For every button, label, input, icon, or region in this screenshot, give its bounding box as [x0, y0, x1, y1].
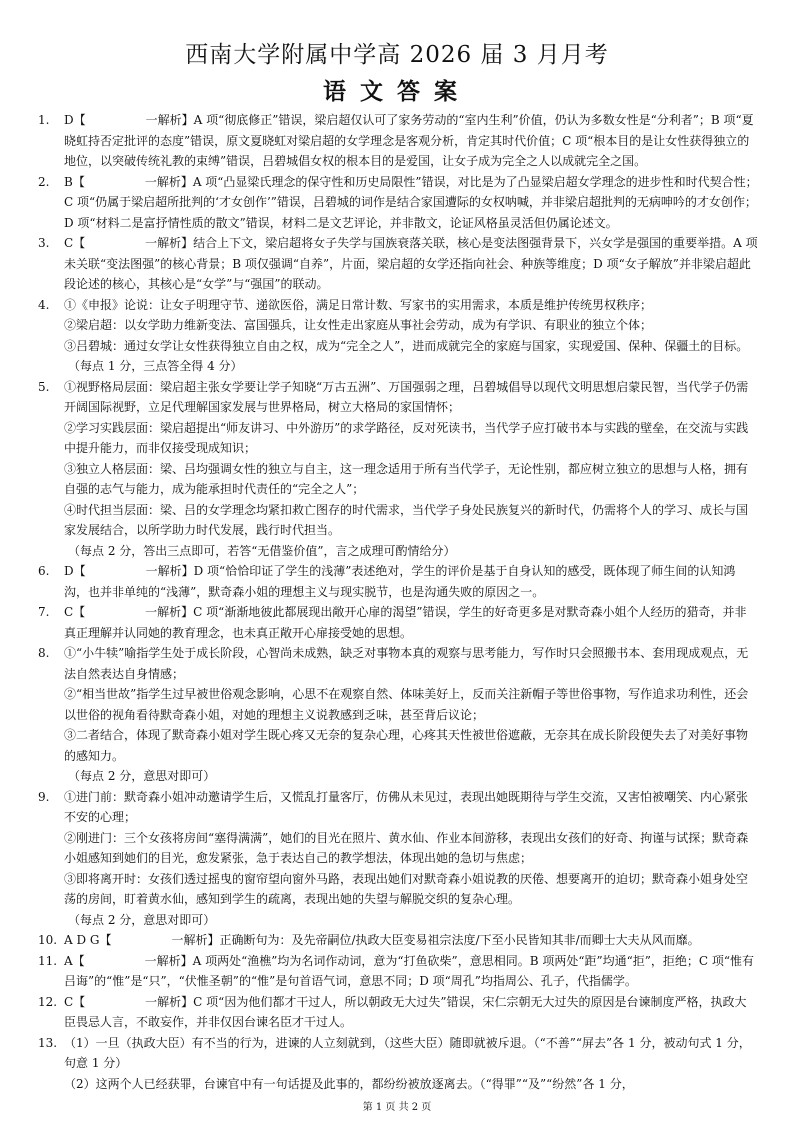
- answer-paragraph: ③吕碧城：通过女学让女性获得独立自由之权，成为“完全之人”，进而成就完全的家庭与国家，实现爱国、保种、保疆土的目标。: [64, 338, 749, 353]
- answer-paragraph: ③即将离开时：女孩们透过摇曳的窗帘望向窗外马路，表现出她们对默奇森小姐说教的厌倦、想要离开的迫切；默奇森小姐身处空荡的房间，盯着黄水仙，感知到学生的疏离，表现出她的失望与解脱交织的复杂心理。: [64, 871, 749, 906]
- answer-item: [38, 295, 758, 377]
- scoring-note: （每点 2 分，答出三点即可，若答“无借鉴价值”，言之成理可酌情给分）: [68, 543, 456, 558]
- page-number: 第 1 页 共 2 页: [362, 1102, 432, 1113]
- answer-number: 11.: [38, 953, 58, 968]
- answer-paragraph: D【 一解析】D 项“恰恰印证了学生的浅薄”表述绝对，学生的评价是基于自身认知的感受，既体现了师生间的认知鸿沟，也并非单纯的“浅薄”，默奇森小姐的理想主义与现实脱节，也是沟通失败的原因之一。: [64, 564, 736, 599]
- answer-number: 10.: [38, 933, 58, 947]
- scoring-note: （每点 1 分，三点答全得 4 分）: [68, 359, 243, 373]
- answer-item: [38, 787, 758, 931]
- answer-number: 12.: [38, 994, 58, 1009]
- answer-item: [38, 643, 758, 787]
- answer-paragraph: ②“相当世故”指学生过早被世俗观念影响，心思不在观察自然、体味美好上，反而关注新帽子等世俗事物，写作追求功利性，还会以世俗的视角看待默奇森小姐，对她的理想主义说教感到乏味，甚至背后议论；: [64, 687, 749, 722]
- answer-list: [38, 110, 758, 1094]
- answer-item: [38, 561, 758, 602]
- answer-paragraph: ③二者结合，体现了默奇森小姐对学生既心疼又无奈的复杂心理，心疼其天性被世俗遮蔽，无奈其在成长阶段便失去了对美好事物的感知力。: [64, 728, 749, 763]
- answer-paragraph: ①《申报》论说：让女子明理守节、递欲医俗，满足日常计数、写家书的实用需求，本质是维护传统男权秩序；: [64, 297, 653, 312]
- answer-paragraph: C【 一解析】C 项“渐渐地彼此都展现出敞开心扉的渴望”错误，学生的好奇更多是对默奇森小姐个人经历的猎奇，并非真正理解并认同她的教育理念，也未真正敞开心扉接受她的思想。: [64, 605, 747, 640]
- page-title: 西南大学附属中学高 2026 届 3 月月考: [185, 42, 609, 68]
- scoring-note: （每点 2 分，意思对即可）: [68, 912, 216, 927]
- answer-paragraph: A【 一解析】A 项两处“渔樵”均为名词作动词，意为“打鱼砍柴”，意思相同。B 项两处“距”均通“拒”，拒绝；C 项“惟有吕诲”的“惟”是“只”，“伏惟圣朝”的“惟”是句首语气词，意思不同；D 项“周孔”均指周公、孔子，代指儒学。: [64, 953, 754, 988]
- scoring-note: （每点 2 分，意思对即可）: [68, 769, 216, 783]
- answer-paragraph: ②学习实践层面：梁启超提出“师友讲习、中外游历”的求学路径，反对死读书，当代学子应打破书本与实践的壁垒，在交流与实践中提升能力，而非仅接受现成知识；: [64, 420, 749, 455]
- answer-item: [38, 951, 758, 992]
- answer-item: [38, 377, 758, 562]
- answer-paragraph: ①视野格局层面：梁启超主张女学要让学子知晓“万古五洲”、万国强弱之理，吕碧城倡导以现代文明思想启蒙民智，当代学子仍需开阔国际视野，立足代理解国家发展与世界格局，树立大格局的家国情怀；: [64, 379, 749, 414]
- answer-number: 4.: [38, 297, 50, 312]
- answer-paragraph: D【 一解析】A 项“彻底修正”错误，梁启超仅认可了家务劳动的“室内生利”价值，仍认为多数女性是“分利者”；B 项“夏晓虹持否定批评的态度”错误，原文夏晓虹对梁启超的女学理念是客观分析，肯定其时代价值；C 项“根本目的是让女性获得独立的地位，以突破传统礼教的束缚”错误，吕碧城倡女权的根本目的是爱国，让女子成为完全之人以成就完全之国。: [64, 113, 754, 168]
- answer-item: [38, 233, 758, 295]
- answer-paragraph: A D G【 一解析】正确断句为：及先帝嗣位/执政大臣变易祖宗法度/下至小民皆知其非/而卿士大夫从风而靡。: [64, 933, 700, 947]
- answer-paragraph: （2）这两个人已经获罪，台谏官中有一句话提及此事的，都纷纷被放逐离去。（“得罪”“及”“纷然”各 1 分，: [64, 1076, 634, 1091]
- answer-number: 2.: [38, 174, 50, 189]
- answer-item: [38, 992, 758, 1033]
- answer-item: [38, 172, 758, 234]
- answer-paragraph: （1）一旦（执政大臣）有不当的行为，进谏的人立刻就到，（这些大臣）随即就被斥退。（“不善”“屏去”各 1 分，被动句式 1 分，句意 1 分）: [64, 1035, 751, 1070]
- answer-paragraph: ②梁启超：以女学助力维新变法、富国强兵，让女性走出家庭从事社会劳动，成为有学识、有职业的独立个体；: [64, 318, 653, 332]
- answer-item: [38, 110, 758, 172]
- answer-paragraph: C【 一解析】结合上下文，梁启超将女子失学与国族衰落关联，核心是变法图强背景下，兴女学是强国的重要举措。A 项未关联“变法图强”的核心背景；B 项仅强调“自养”，片面，梁启超的女学还指向社会、种族等维度；D 项“女子解放”并非梁启超此段论述的核心，其核心是“女学”与“强国”的联动。: [64, 236, 758, 291]
- answer-paragraph: ①“小牛犊”喻指学生处于成长阶段，心智尚未成熟，缺乏对事物本真的观察与思考能力，写作时只会照搬书本、套用现成观点，无法自然表达自身情感；: [64, 646, 749, 681]
- answer-paragraph: ③独立人格层面：梁、吕均强调女性的独立与自主，这一理念适用于所有当代学子，无论性别，都应树立独立的思想与人格，拥有自强的志气与能力，成为能承担时代责任的“完全之人”；: [64, 461, 749, 496]
- answer-paragraph: ②刚进门：三个女孩将房间“塞得满满”，她们的目光在照片、黄水仙、作业本间游移，表现出女孩们的好奇、拘谨与试探；默奇森小姐感知到她们的目光，愈发紧张，急于表达自己的教学想法，体现出她的急切与焦虑；: [64, 830, 749, 865]
- answer-paragraph: C【 一解析】C 项“因为他们都才干过人，所以朝政无大过失”错误，宋仁宗朝无大过失的原因是台谏制度严格，执政大臣畏忌人言，不敢妄作，并非仅因台谏名臣才干过人。: [64, 994, 747, 1029]
- answer-item: [38, 1033, 758, 1095]
- answer-number: 13.: [38, 1035, 58, 1050]
- answer-number: 3.: [38, 236, 50, 250]
- answer-number: 9.: [38, 789, 50, 804]
- answer-paragraph: ④时代担当层面：梁、吕的女学理念均紧扣救亡图存的时代需求，当代学子身处民族复兴的新时代，仍需将个人的学习、成长与国家发展结合，以所学助力时代发展，践行时代担当。: [64, 502, 749, 537]
- answer-item: [38, 930, 758, 951]
- answer-paragraph: B【 一解析】A 项“凸显梁氏理念的保守性和历史局限性”错误，对比是为了凸显梁启超女学理念的进步性和时代契合性；C 项“仍属于梁启超所批判的‘才女创作’”错误，吕碧城的词作是结合家国遭际的女权呐喊，并非梁启超批判的无病呻吟的才女创作；D 项“材料二是富抒情性质的散文”错误，材料二是文艺评论，并非散文，论证风格虽灵活但仍属论述文。: [64, 174, 758, 230]
- answer-item: [38, 602, 758, 643]
- answer-number: 8.: [38, 646, 50, 660]
- page-subtitle: 语文答案: [323, 78, 471, 105]
- answer-number: 5.: [38, 379, 50, 394]
- answer-number: 1.: [38, 113, 50, 127]
- answer-paragraph: ①进门前：默奇森小姐冲动邀请学生后，又慌乱打量客厅，仿佛从未见过，表现出她既期待与学生交流，又害怕被嘲笑、内心紧张不安的心理；: [64, 789, 749, 824]
- answer-number: 6.: [38, 564, 50, 578]
- answer-number: 7.: [38, 605, 50, 619]
